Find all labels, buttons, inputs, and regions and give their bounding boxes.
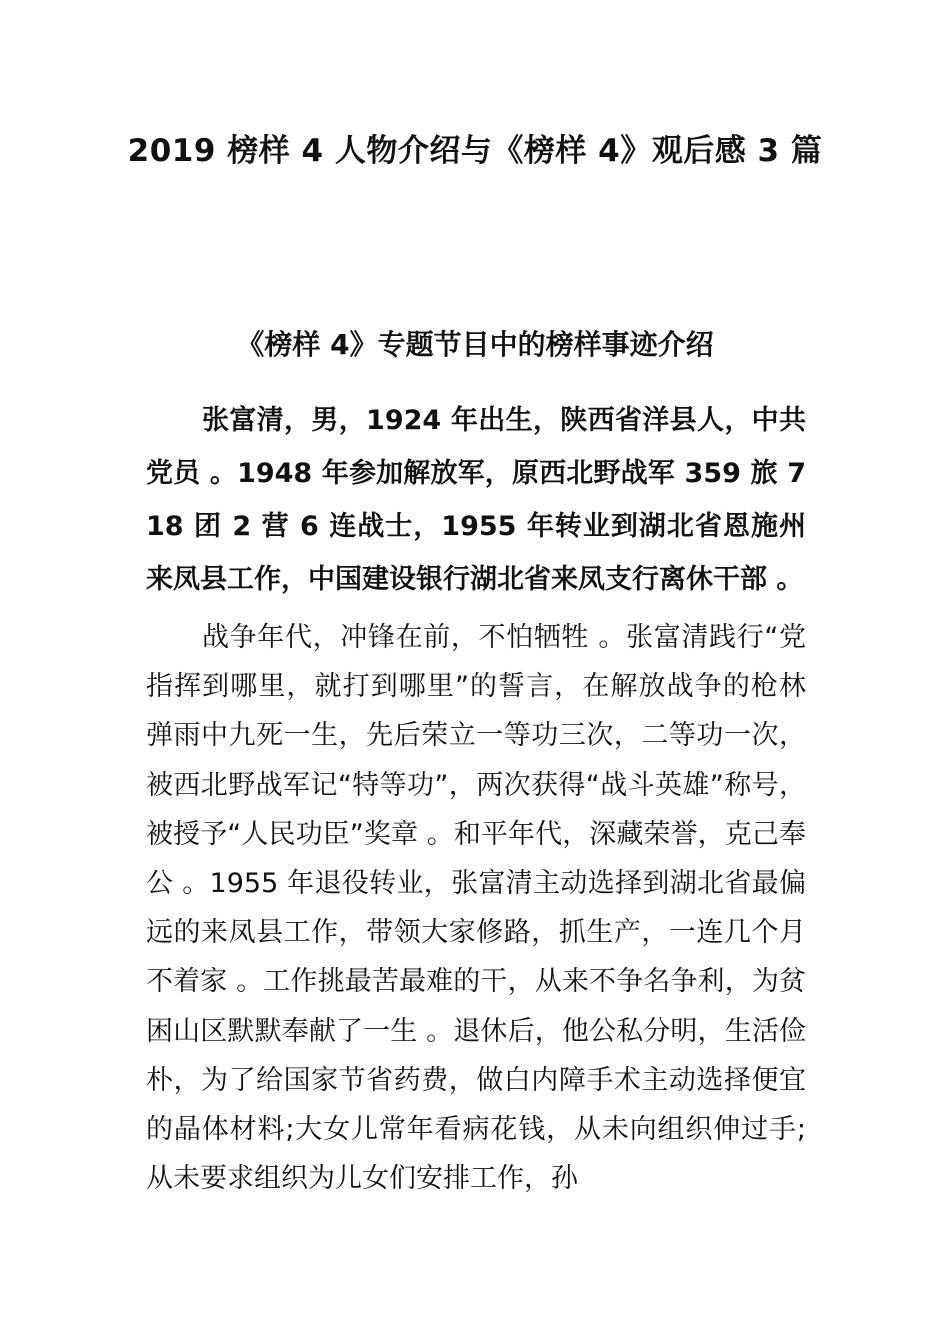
section-title: 《榜样 4》专题节目中的榜样事迹介绍	[236, 328, 714, 361]
body-paragraph: 战争年代，冲锋在前，不怕牺牲 。张富清践行“党指挥到哪里，就打到哪里”的誓言，在解放战争的枪林弹雨中九死一生，先后荣立一等功三次，二等功一次，被西北野战军记“特等功”，两次获得“战斗英雄”称号，被授予“人民功臣”奖章 。和平年代，深藏荣誉，克己奉公 。1955 年退役转业，张富清主动选择到湖北省最偏远的来凤县工作，带领大家修路，抓生产，一连几个月不着家 。工作挑最苦最难的干，从来不争名争利，为贫困山区默默奉献了一生 。退休后，他公私分明，生活俭朴，为了给国家节省药费，做白内障手术主动选择便宜的晶体材料;大女儿常年看病花钱，从未向组织伸过手;从未要求组织为儿女们安排工作，孙	[146, 622, 806, 1195]
intro-paragraph: 张富清，男，1924 年出生，陕西省洋县人，中共党员 。1948 年参加解放军，原西北野战军 359 旅 718 团 2 营 6 连战士，1955 年转业到湖北省恩施州来凤县工作，中国建设银行湖北省来凤支行离休干部 。	[146, 405, 806, 595]
document-title: 2019 榜样 4 人物介绍与《榜样 4》观后感 3 篇	[127, 133, 823, 169]
